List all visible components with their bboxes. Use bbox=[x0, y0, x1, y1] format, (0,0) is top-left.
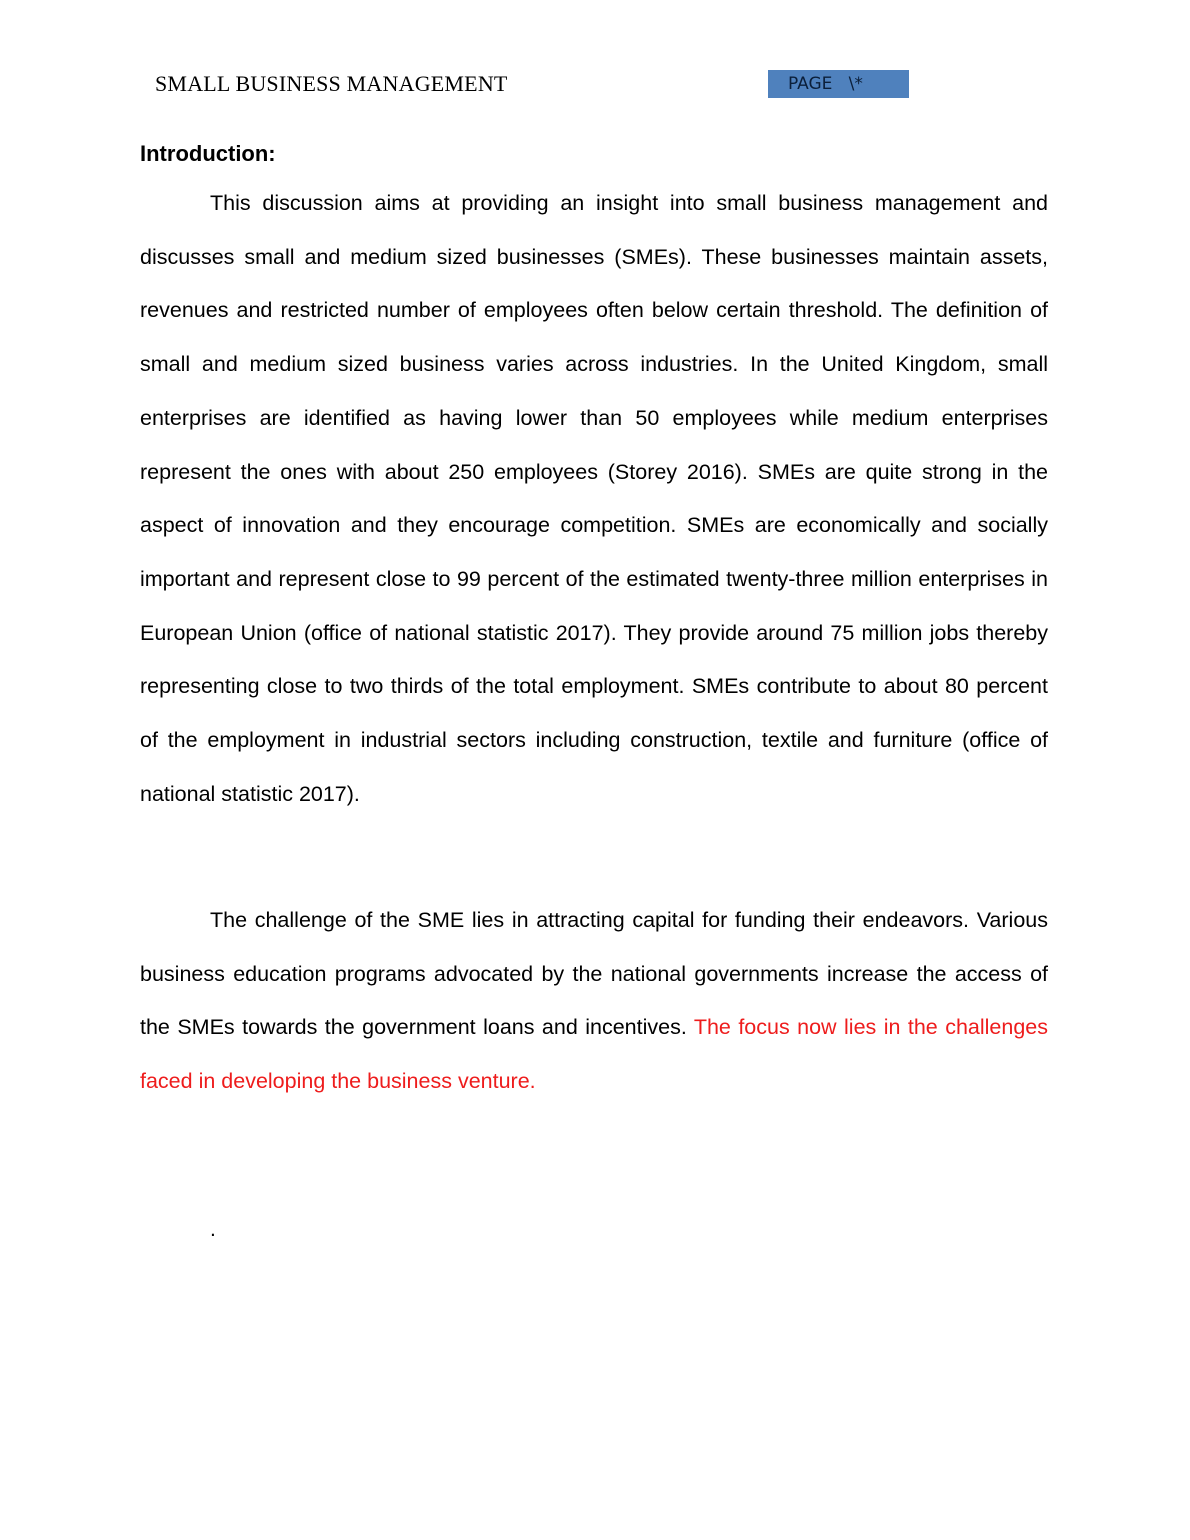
highlighted-sentence: The focus now lies in the challenges faced in developing the business venture. bbox=[140, 1015, 1048, 1094]
body-paragraph-1 bbox=[140, 177, 1048, 821]
page-number-field: PAGE \* bbox=[768, 70, 909, 98]
paragraph-1-text: This discussion aims at providing an insight into small business management and discusses small and medium sized businesses (SMEs). These businesses maintain assets, revenues and restricted number of employees often below certain threshold. The definition of small and medium sized business varies across industries. In the United Kingdom, small enterprises are identified as having lower than 50 employees while medium enterprises represent the ones with about 250 employees (Storey 2016). SMEs are quite strong in the aspect of innovation and they encourage competition. SMEs are economically and socially important and represent close to 99 percent of the estimated twenty-three million enterprises in European Union (office of national statistic 2017). They provide around 75 million jobs thereby representing close to two thirds of the total employment. SMEs contribute to about 80 percent of the employment in industrial sectors including construction, textile and furniture (office of national statistic 2017). bbox=[140, 191, 1048, 806]
trailing-period: . bbox=[210, 1218, 216, 1241]
paragraph-2-text: The challenge of the SME lies in attracting capital for funding their endeavors. Various business education programs advocated by the national governments increase the access of the SMEs towards the government loans and incentives. bbox=[140, 908, 1048, 1040]
section-heading: Introduction: bbox=[140, 141, 276, 166]
body-paragraph-2 bbox=[140, 894, 1048, 1109]
running-header-title: SMALL BUSINESS MANAGEMENT bbox=[155, 71, 508, 96]
